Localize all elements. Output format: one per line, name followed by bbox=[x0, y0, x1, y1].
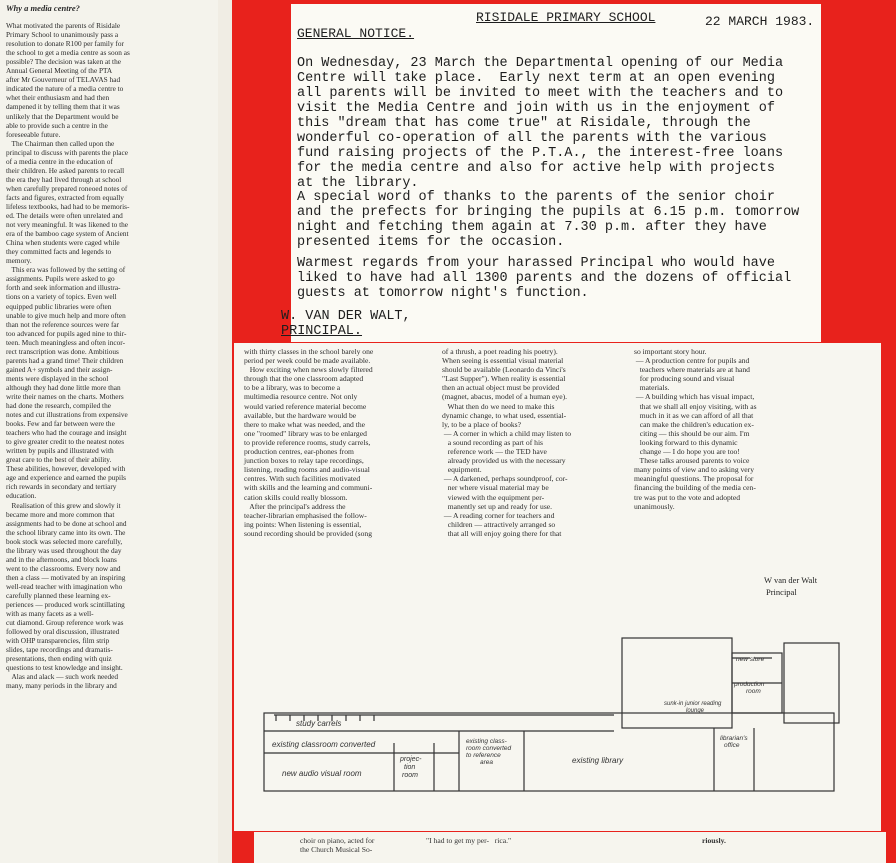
background-strip bbox=[218, 0, 232, 863]
article-column-3: so important story hour. — A production centre for pupils and teachers where materials are at hand for producing sound and visual materials. — A building which has visual impact, that we shall all enjoy visiting, with as much in it as we can afford of all that can make the children's education ex- citing — this should be our aim. I'm looking forward to this dynamic change — I do hope you are too! These talks aroused parents to voice many points of view and to asking very meaningful questions. The proposal for financing the building of the media cen- tre was put to the vote and adopted unanimously. bbox=[634, 347, 757, 511]
plan-new-audio-visual-room: new audio visual room bbox=[282, 769, 362, 778]
general-notice bbox=[281, 4, 821, 342]
article-signoff-title: Principal bbox=[766, 587, 797, 597]
notice-paragraph-1: On Wednesday, 23 March the Departmental opening of our Media Centre will take place. Early next term at an open evening all parents will be invited to meet with the teachers and to visit the Media Centre and join with us in the enjoyment of this "dream that has come true" at Risidale, through the wonderful co-operation of all the parents with the various fund raising projects of the P.T.A., the interest-free loans for the media centre and also for active help with projects at the library. bbox=[297, 56, 784, 191]
plan-new-store: new store bbox=[736, 656, 765, 663]
plan-existing-classroom: existing classroom converted bbox=[272, 740, 376, 749]
bottom-clipping bbox=[254, 832, 886, 863]
newspaper-article bbox=[234, 343, 881, 831]
article-column-2: of a thrush, a poet reading his poetry). When seeing is essential visual material should be available (Leonardo da Vinci's "Last Supper"). When reality is essential then an actual object must be provided (magnet, abacus, model of a human eye). What then do we need to make this dynamic change, to what used, essential- ly, to be a place of books? — A corner in which a child may listen to a sound recording as part of his reference work — the TED have already provided us with the necessary equipment. — A darkened, perhaps soundproof, cor- ner where visual material may be viewed with the equipment per- manently set up and ready for use. — A reading corner for teachers and children — attractively arranged so that all will enjoy going there for that bbox=[442, 347, 572, 538]
newspaper-column-left bbox=[0, 0, 218, 863]
notice-date: 22 MARCH 1983. bbox=[705, 14, 815, 29]
plan-reading-lounge: sunk-in junior reading lounge bbox=[664, 701, 722, 714]
plan-librarians-office: librarian's office bbox=[720, 735, 748, 749]
bottom-text-middle: "I had to get my per- rica." bbox=[426, 836, 512, 845]
article-column-1: with thirty classes in the school barely one period per week could be made available. How exciting when news slowly filtered through that the one classroom adapted to be a library, was to become a multimedia resource centre. Not only would varied reference material become available, but the hardware would be there to make what was needed, and the one "roomed" library was to be enlarged to provide reference rooms, study carrels, production centres, ear-phones from junction boxes to relay tape recordings, listening, reading rooms and audio-visual centres. With such facilities motivated with skills and the learning and communi- cation skills could really blossom. After the principal's address the teacher-librarian emphasised the follow- ing points: When listening is essential, sound recording should be provided (song bbox=[244, 347, 374, 538]
notice-signature-name: W. VAN DER WALT, bbox=[281, 309, 411, 324]
notice-heading: GENERAL NOTICE. bbox=[297, 26, 415, 41]
article-signoff-name: W van der Walt bbox=[764, 575, 818, 585]
notice-signature-title: PRINCIPAL. bbox=[281, 324, 363, 339]
left-column-body: What motivated the parents of Risidale Primary School to unanimously pass a resolution to donate R100 per family for the school to get a media centre as soon as possible? The decision was taken at the Annual General Meeting of the PTA after Mr Gouverneur of TELAVAS had indicated the nature of a media centre to whet their enthusiasm and had then dampened it by telling them that it was unlikely that the Department would be able to provide such a centre in the foreseeable future. The Chairman then called upon the principal to discuss with parents the place of a media centre in the education of their children. He asked parents to recall the era they had lived through at school when carefully prepared roneoed notes of facts and figures, extracted from equally lifeless textbooks, had had to be memoris- ed. The details were often unrelated and not very meaningful. It was likened to the era of the bamboo cage system of Ancient China when students were caged while they committed facts and legends to memory. This era was followed by the setting of assignments. Pupils were asked to go forth and seek information and illustra- tions on a variety of topics. Even well equipped public libraries were often unable to give much help and more often than not the reference sources were far too advanced for pupils aged nine to thir- teen. Much meaningless and often incor- rect transcription was done. Ambitious parents had a grand time! Their children gained A+ symbols and their assign- ments were displayed in the school although they had done little more than write their names on the charts. Mothers had done the research, compiled the notes and cut illustrations from expensive books. Few and far between were the teachers who had the courage and insight to give greater credit to the neatest notes written by pupils and illustrated with great care to the best of their ability. These abilities, however, developed with age and experience and earned the pupils rich rewards in secondary and tertiary education. Realisation of this grew and slowly it became more and more common that assignments had to be done at school and the school library came into its own. The book stock was selected more carefully, the library was used throughout the day and in the afternoons, and block loans went to the classrooms. Every now and then a class — motivated by an inspiring well-read teacher with imagination who carefully planned these learning ex- periences — produced work scintillating with as many facets as a well- cut diamond. Group reference work was followed by oral discussion, illustrated with OHP transparencies, film strip slides, tape recordings and dramatis- presentations, then ending with quiz questions to test knowledge and insight. Alas and alack — such work needed many, many periods in the library and bbox=[6, 21, 130, 691]
article-title: Why a media centre? bbox=[6, 3, 80, 13]
plan-projection-room: projec-tion room bbox=[400, 756, 422, 779]
plan-existing-library: existing library bbox=[572, 756, 624, 765]
bottom-text-right: riously. bbox=[702, 836, 726, 845]
plan-outline bbox=[264, 713, 834, 791]
school-name: RISIDALE PRIMARY SCHOOL bbox=[476, 10, 656, 25]
plan-production-room: production room bbox=[734, 681, 765, 695]
plan-study-carrels: study carrels bbox=[296, 719, 342, 728]
plan-existing-class-converted: existing class-room converted to reference area bbox=[466, 738, 512, 766]
left-column-text bbox=[6, 4, 180, 691]
notice-paragraph-2: A special word of thanks to the parents of the senior choir and the prefects for bringing the pupils at 6.15 p.m. tomorrow night and fetching them again at 7.30 p.m. after they have presented items for the occasion. bbox=[297, 190, 800, 250]
bottom-text-left: choir on piano, acted for the Church Musical So- bbox=[300, 836, 375, 854]
notice-paragraph-3: Warmest regards from your harassed Principal who would have liked to have had all 1300 parents and the dozens of official guests at tomorrow night's function. bbox=[297, 256, 792, 301]
